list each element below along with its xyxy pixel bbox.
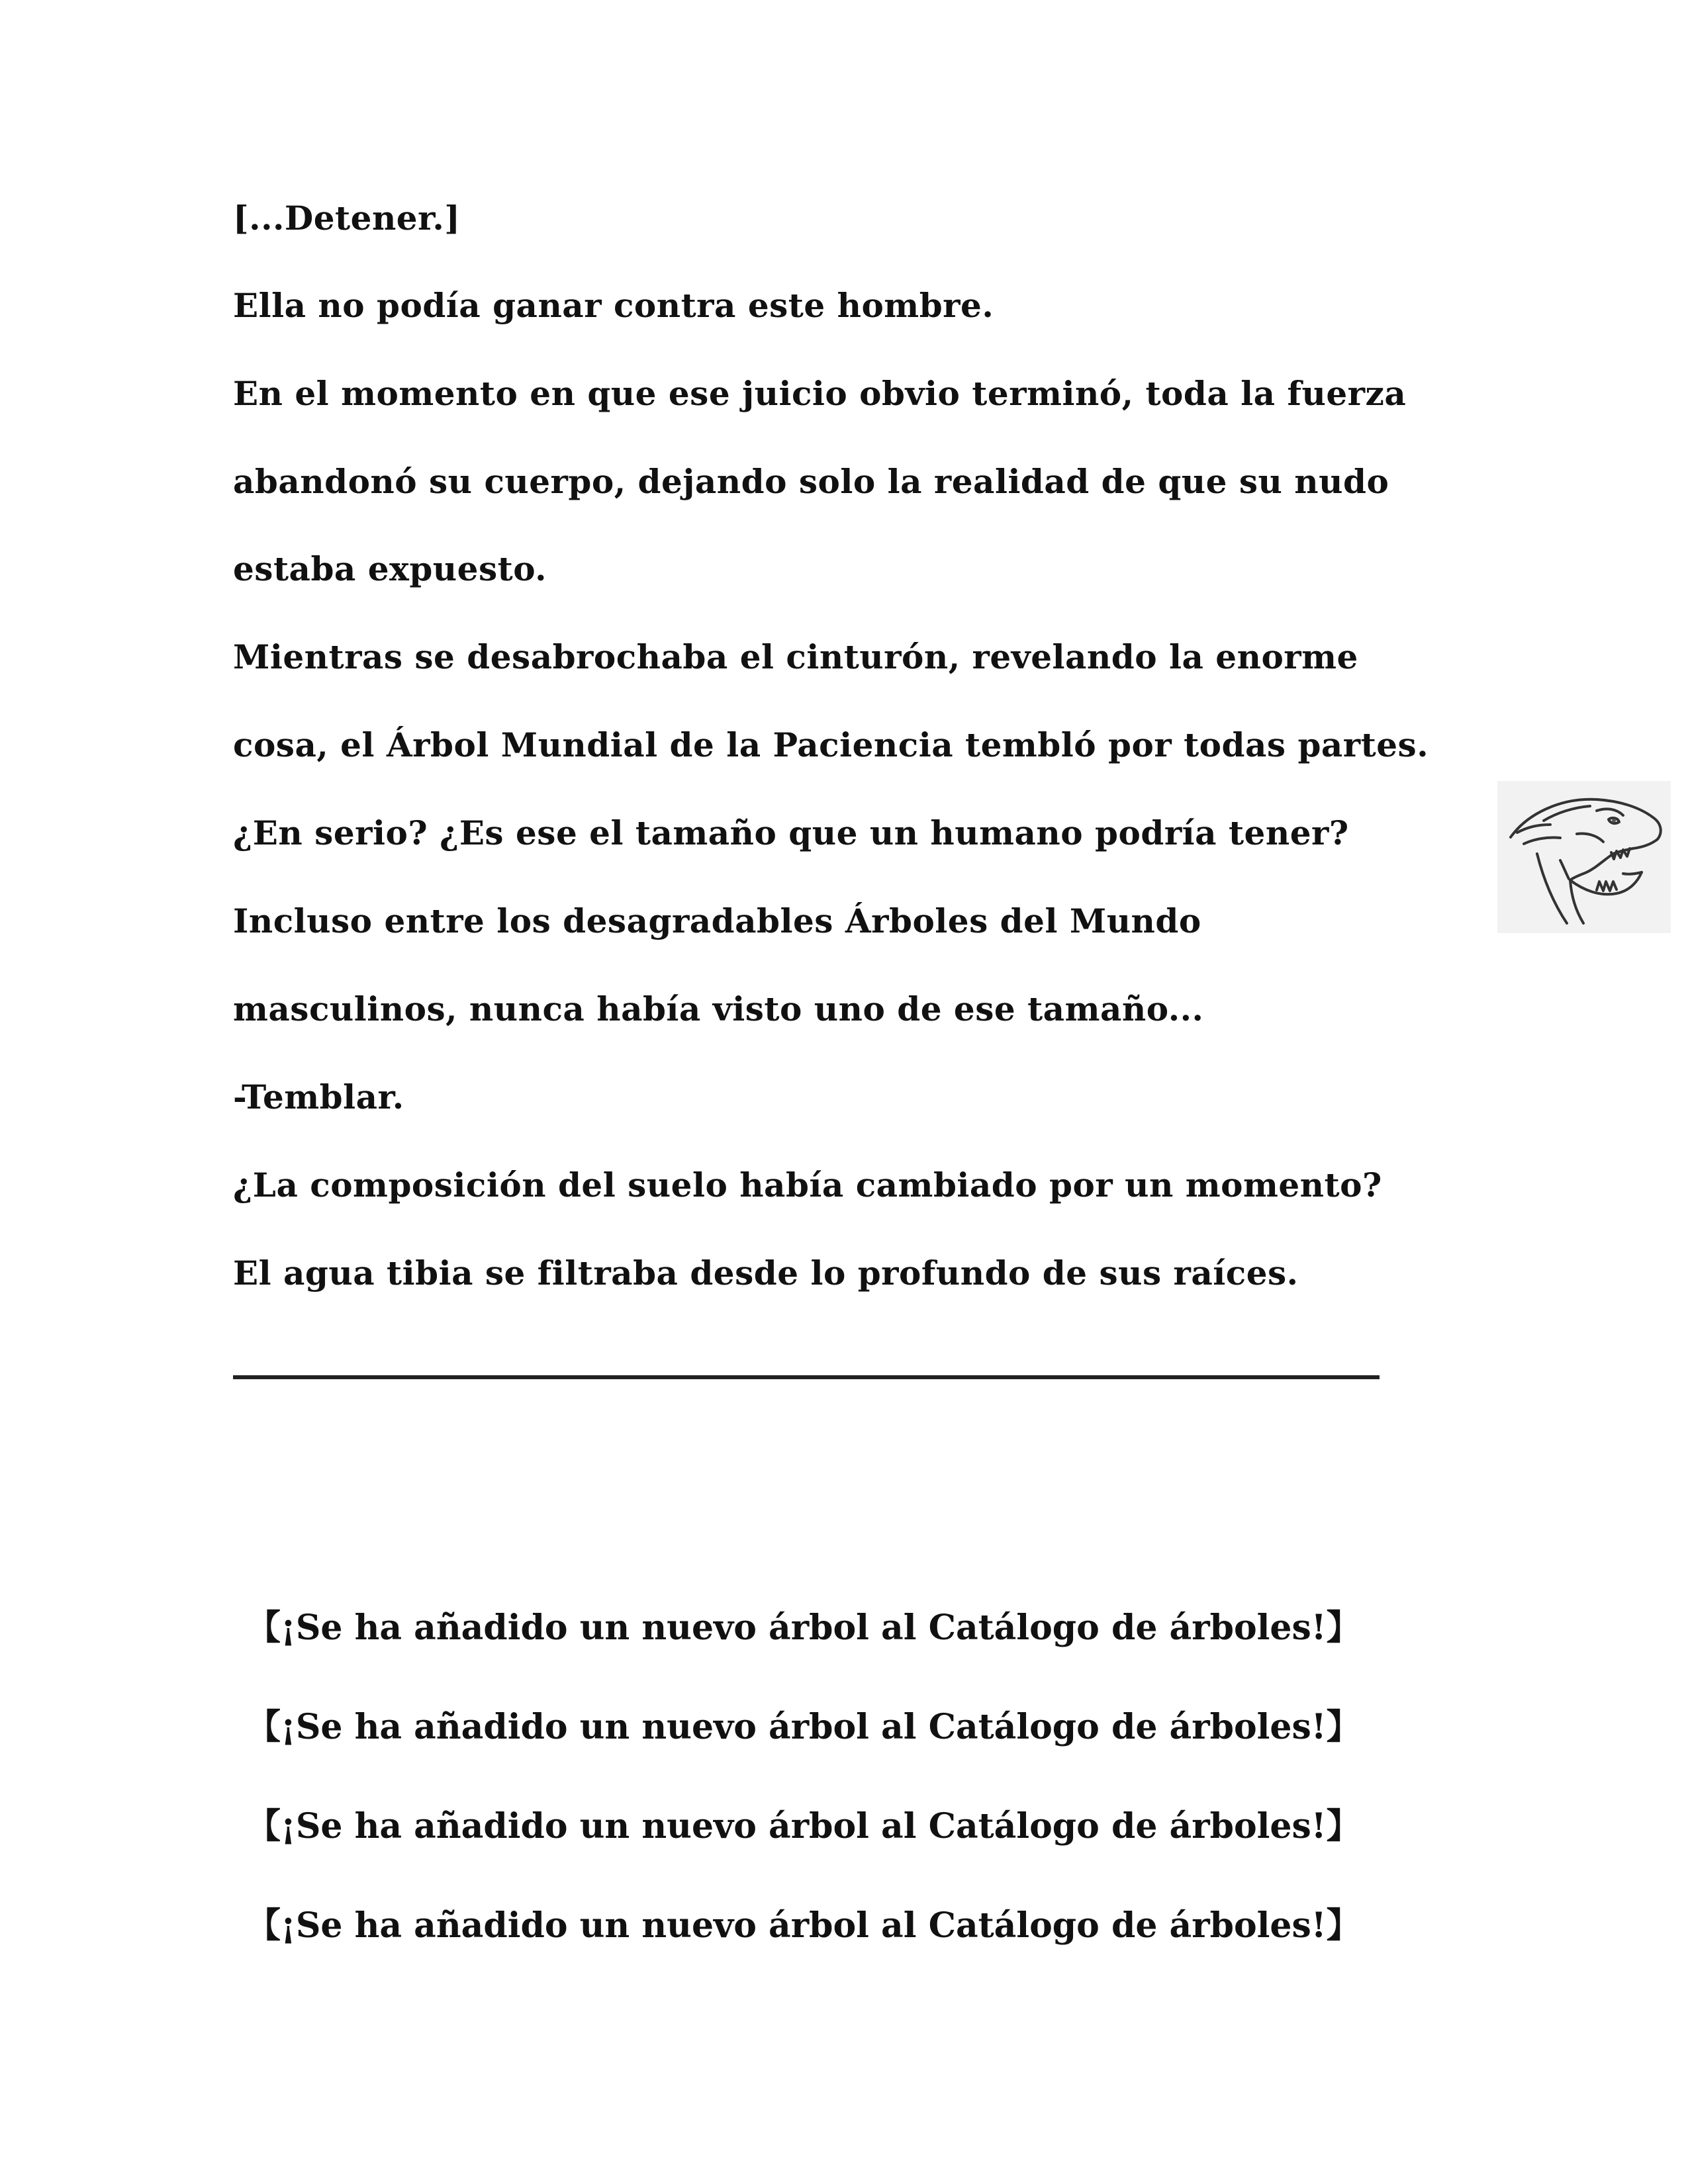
- system-notice: 【¡Se ha añadido un nuevo árbol al Catálogo de árboles!】: [246, 1608, 1361, 1648]
- text-line: abandonó su cuerpo, dejando solo la realidad de que su nudo: [233, 462, 1389, 501]
- dinosaur-head-icon: [1497, 781, 1671, 933]
- text-line: cosa, el Árbol Mundial de la Paciencia tembló por todas partes.: [233, 725, 1429, 764]
- text-line: Incluso entre los desagradables Árboles del Mundo: [233, 901, 1201, 940]
- system-notice: 【¡Se ha añadido un nuevo árbol al Catálogo de árboles!】: [246, 1806, 1361, 1846]
- text-line: [...Detener.]: [233, 199, 461, 238]
- text-line: ¿En serio? ¿Es ese el tamaño que un humano podría tener?: [233, 813, 1349, 852]
- system-notice: 【¡Se ha añadido un nuevo árbol al Catálogo de árboles!】: [246, 1707, 1361, 1747]
- text-line: estaba expuesto.: [233, 549, 547, 588]
- section-divider: [233, 1375, 1380, 1379]
- text-line: El agua tibia se filtraba desde lo profundo de sus raíces.: [233, 1253, 1299, 1293]
- text-line: Ella no podía ganar contra este hombre.: [233, 286, 994, 325]
- text-line: Mientras se desabrochaba el cinturón, revelando la enorme: [233, 637, 1358, 676]
- text-line: En el momento en que ese juicio obvio terminó, toda la fuerza: [233, 374, 1407, 413]
- system-notice: 【¡Se ha añadido un nuevo árbol al Catálogo de árboles!】: [246, 1905, 1361, 1946]
- text-line: -Temblar.: [233, 1077, 404, 1116]
- text-line: ¿La composición del suelo había cambiado por un momento?: [233, 1165, 1382, 1205]
- text-line: masculinos, nunca había visto uno de ese tamaño...: [233, 989, 1204, 1028]
